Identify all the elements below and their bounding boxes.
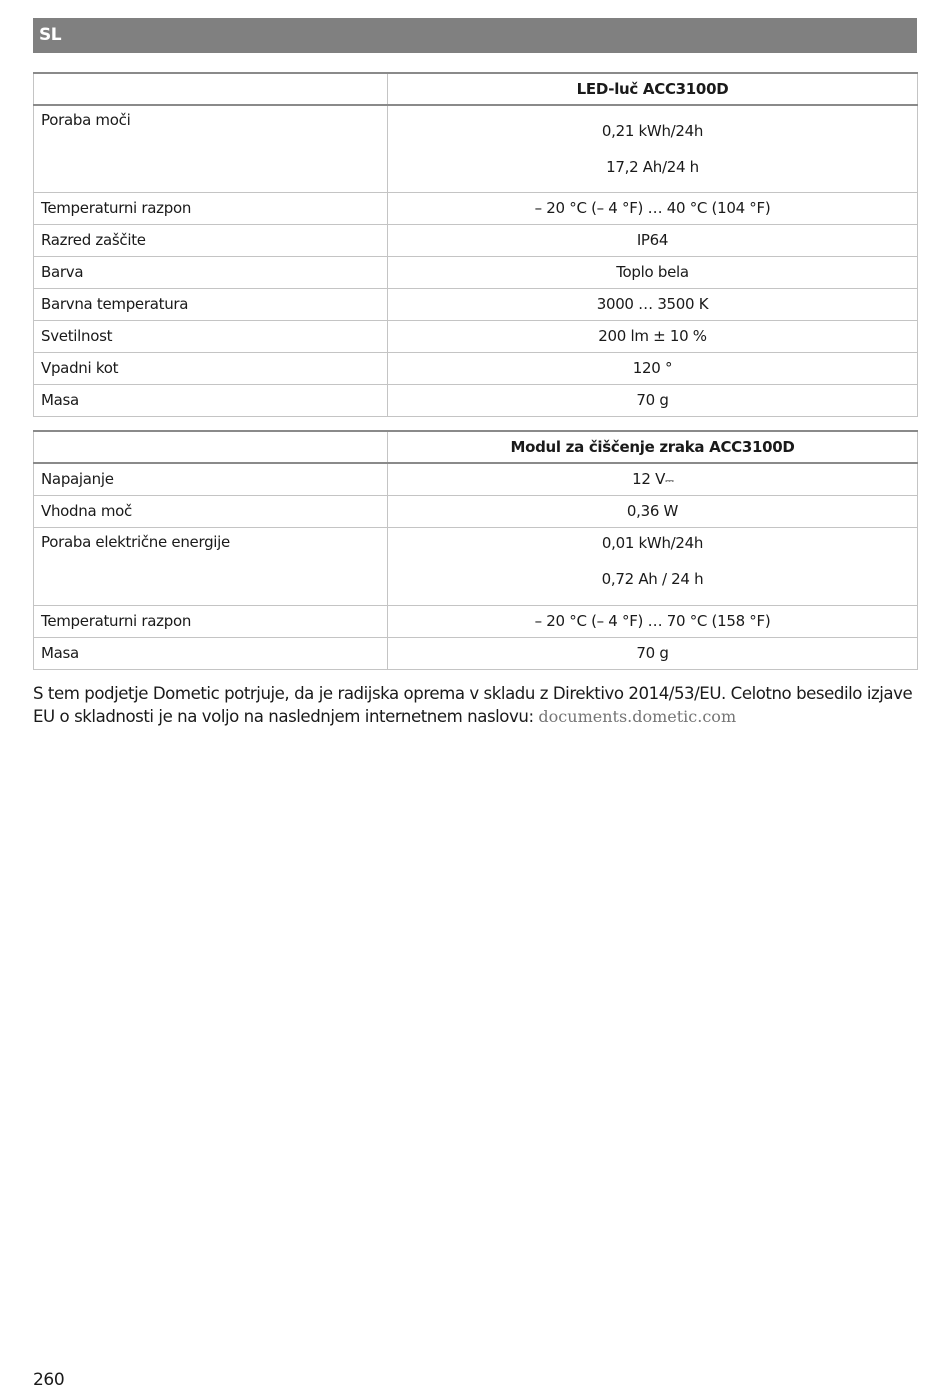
table-row [34,192,918,224]
row-label: Temperaturni razpon [34,192,388,224]
table-row [34,320,918,352]
row-value: Toplo bela [388,256,918,288]
row-label: Poraba električne energije [34,527,388,605]
table-row [34,384,918,416]
table-row [34,256,918,288]
table-header-row [34,431,918,463]
row-value-line: 0,72 Ah / 24 h [601,569,704,588]
row-label: Vhodna moč [34,495,388,527]
led-light-spec-table [33,72,918,417]
table-row [34,527,918,605]
row-value: IP64 [388,224,918,256]
row-value [388,105,918,192]
table-heading: LED-luč ACC3100D [388,73,918,105]
row-value [388,527,918,605]
row-value: 120 ° [388,352,918,384]
declaration-paragraph [33,682,923,728]
table-row [34,495,918,527]
row-value-line: 17,2 Ah/24 h [606,157,699,176]
row-label: Barvna temperatura [34,288,388,320]
row-label: Vpadni kot [34,352,388,384]
table-row [34,637,918,669]
row-value: – 20 °C (– 4 °F) … 40 °C (104 °F) [388,192,918,224]
language-code: SL [39,25,62,45]
table-heading: Modul za čiščenje zraka ACC3100D [388,431,918,463]
row-label: Poraba moči [34,105,388,192]
language-header-bar [33,18,917,53]
dc-symbol-icon: ⎓ [665,474,673,488]
page-number: 260 [33,1370,65,1390]
declaration-text: S tem podjetje Dometic potrjuje, da je radijska oprema v skladu z Direktivo 2014/53/EU. Celotno besedilo izjave EU o skladnosti je na voljo na naslednjem internetnem naslovu: [33,684,913,726]
row-value: – 20 °C (– 4 °F) … 70 °C (158 °F) [388,605,918,637]
row-label: Masa [34,637,388,669]
row-value: 3000 … 3500 K [388,288,918,320]
row-value-line: 0,21 kWh/24h [601,121,704,140]
row-value: 70 g [388,384,918,416]
row-label: Napajanje [34,463,388,495]
table-row [34,352,918,384]
row-label: Razred zaščite [34,224,388,256]
row-value-line: 0,01 kWh/24h [601,533,704,552]
row-label: Masa [34,384,388,416]
row-value: 200 lm ± 10 % [388,320,918,352]
row-value: 70 g [388,637,918,669]
table-header-empty-cell [34,431,388,463]
air-purifier-spec-table [33,430,918,670]
table-row [34,224,918,256]
row-value: 0,36 W [388,495,918,527]
table-row [34,605,918,637]
table-header-row [34,73,918,105]
row-value-text: 12 V [632,470,666,489]
documents-link[interactable]: documents.dometic.com [538,707,737,726]
row-label: Temperaturni razpon [34,605,388,637]
table-row [34,288,918,320]
table-row [34,463,918,495]
row-label: Barva [34,256,388,288]
row-label: Svetilnost [34,320,388,352]
table-row [34,105,918,192]
table-header-empty-cell [34,73,388,105]
row-value [388,463,918,495]
